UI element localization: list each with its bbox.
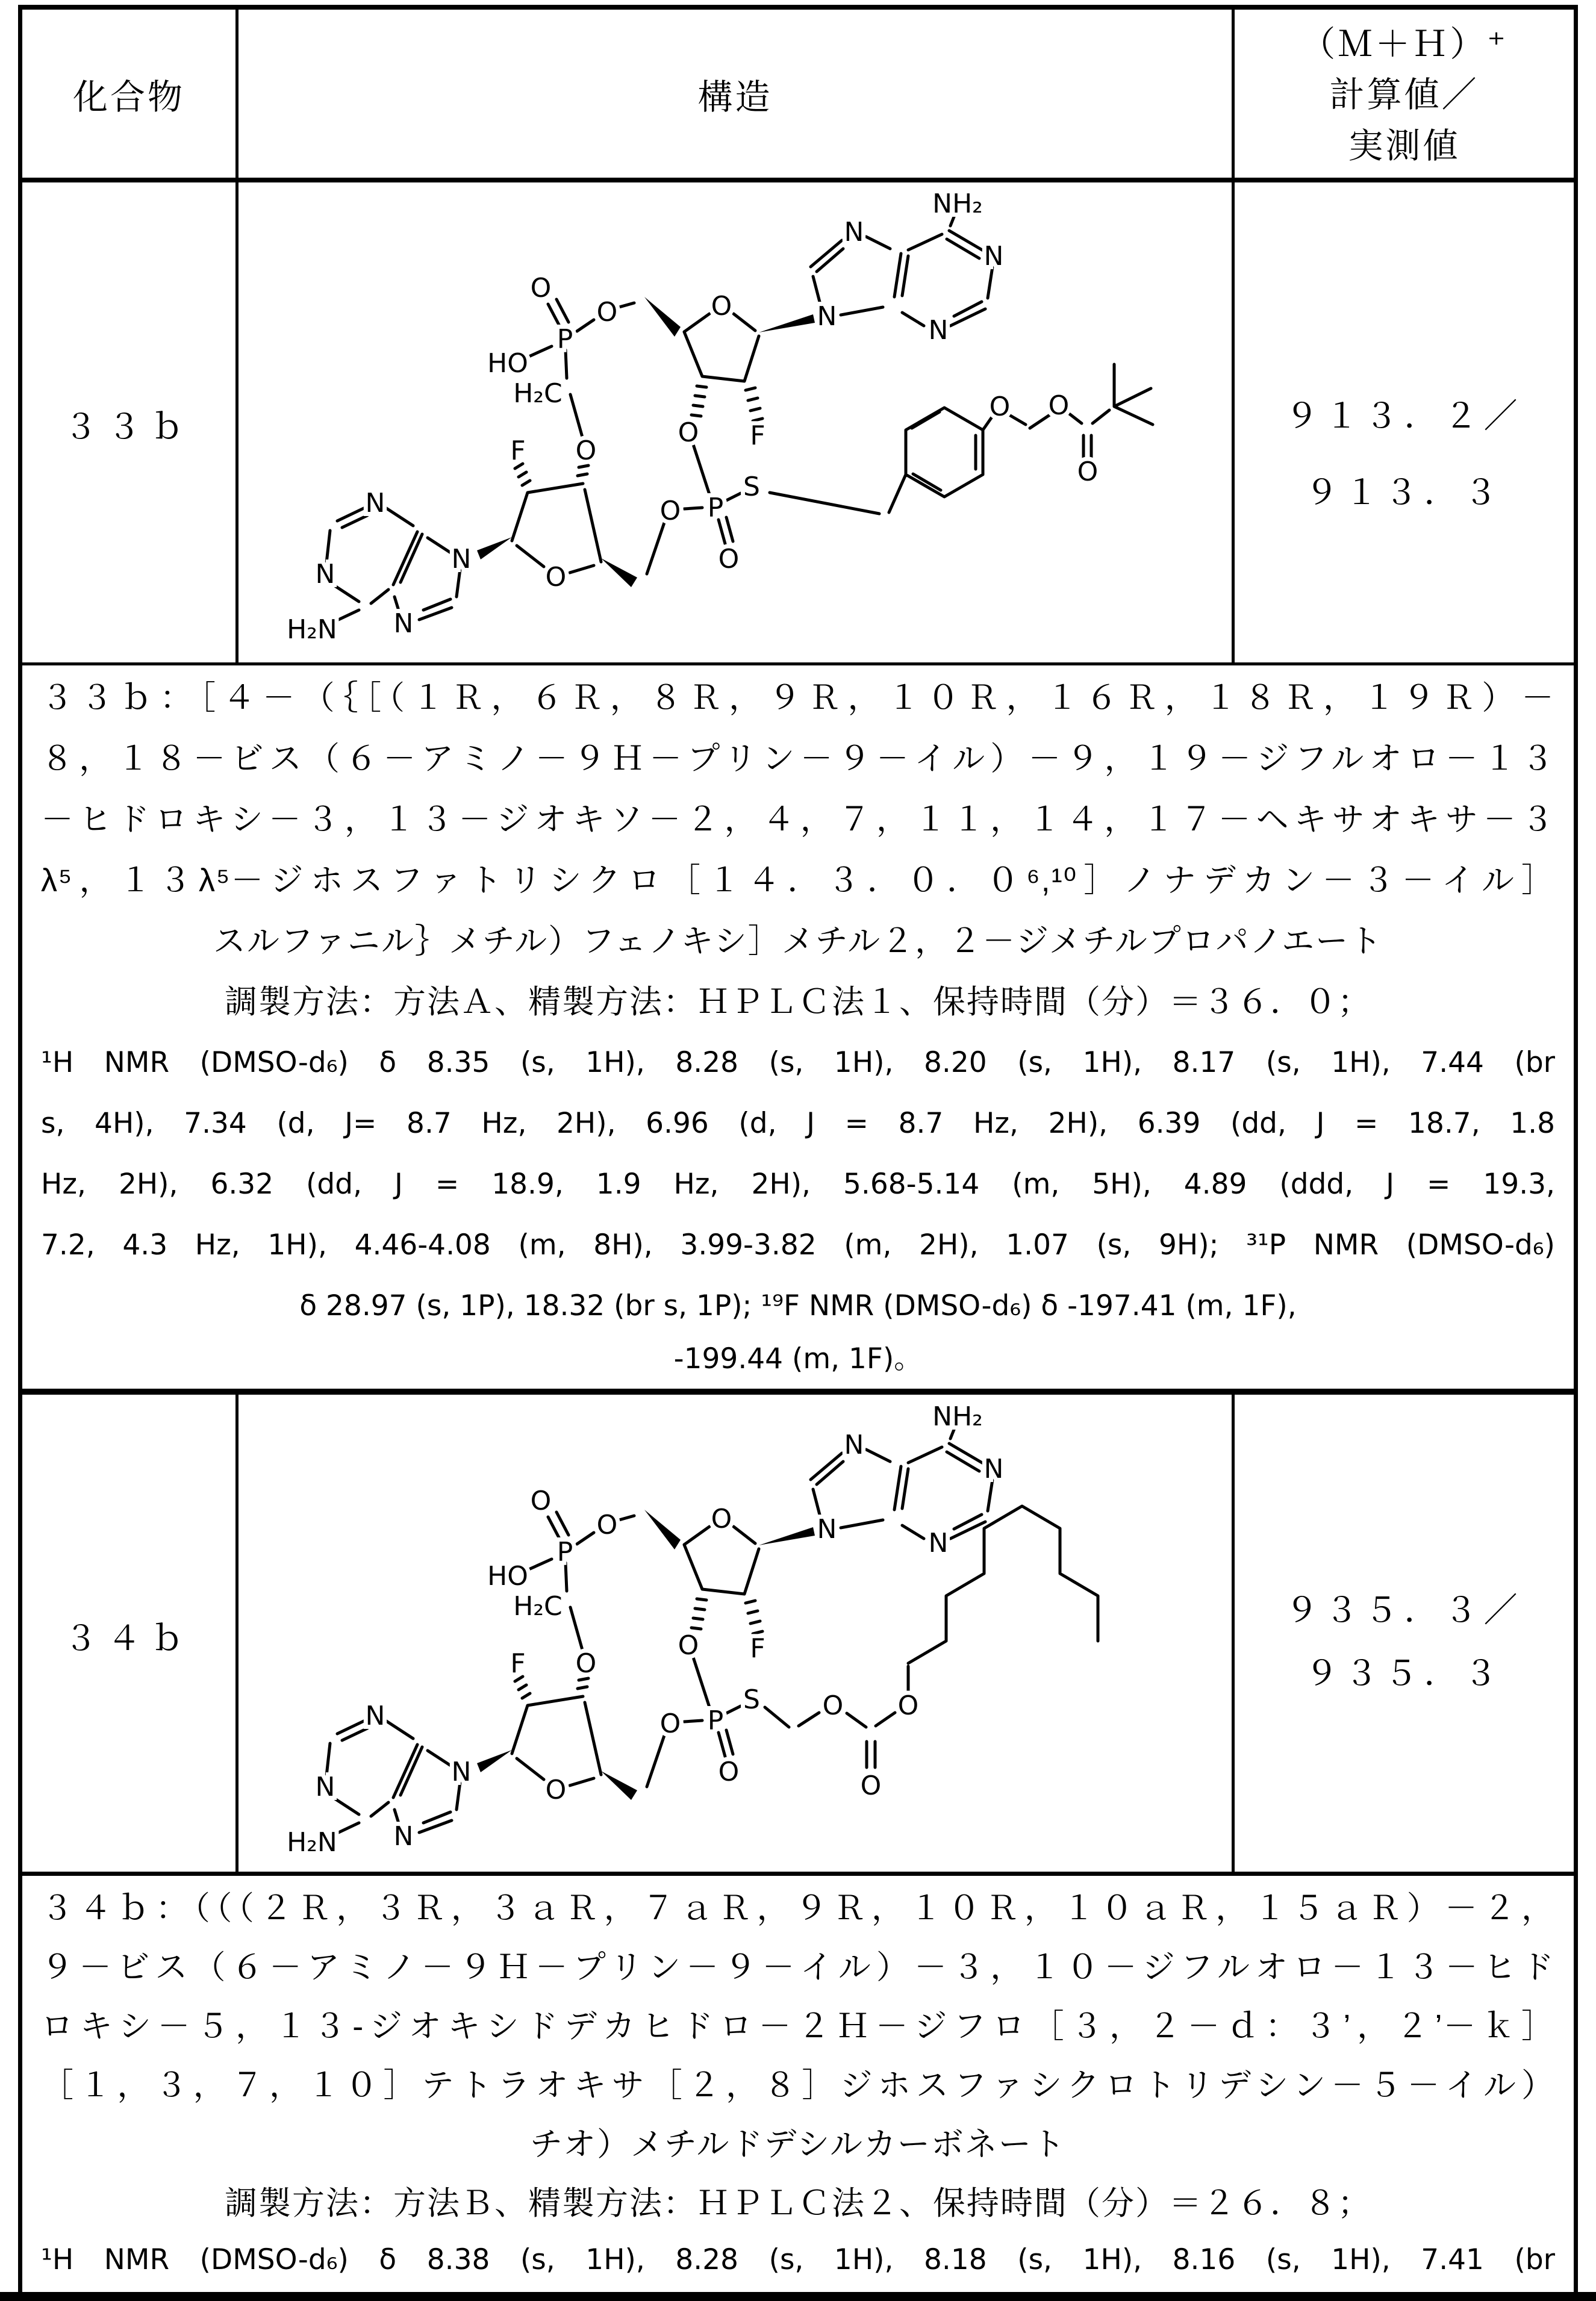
text-line: ¹H NMR (DMSO-d₆) δ 8.35 (s, 1H), 8.28 (s, 1H), 8.20 (s, 1H), 8.17 (s, 1H), 7.44 (br (41, 1046, 1555, 1079)
bond-lines (326, 214, 1153, 620)
atom-label: N (817, 301, 837, 332)
atom-label: S (743, 1684, 760, 1715)
text-line: ８，１８－ビス（６－アミノ－９Ｈ－プリン－９－イル）－９，１９－ジフルオロ－１３ (41, 741, 1555, 777)
atom-label: F (510, 435, 526, 466)
atom-label: S (743, 472, 760, 502)
atom-label: O (822, 1690, 844, 1721)
table-border-header-bottom (18, 178, 1578, 182)
mass-found-34b: ９３５．３ (1305, 1654, 1504, 1692)
atom-label: O (575, 1648, 597, 1679)
text-line: -199.44 (m, 1F)。 (673, 1342, 923, 1375)
text-line: ［１，３，７，１０］テトラオキサ［２，８］ジホスファシクロトリデシン－５－イル） (41, 2067, 1555, 2103)
header-mass-line2: 計算値／ (1329, 75, 1479, 114)
bond-lines (326, 1427, 1098, 1833)
atom-label: H₂N (287, 1827, 337, 1858)
table-divider-col1-b (235, 1395, 238, 1872)
text-line: ９－ビス（６－アミノ－９Ｈ－プリン－９－イル）－３，１０－ジフルオロ－１３－ヒド (41, 1949, 1555, 1985)
mass-calc-33b: ９１３．２／ (1285, 397, 1524, 435)
header-structure: 構造 (697, 77, 773, 117)
atom-label: O (711, 1504, 732, 1534)
atom-label: H₂C (513, 378, 563, 409)
atom-label: N (983, 241, 1004, 272)
atom-label: N (983, 1454, 1004, 1484)
text-line: 調製方法：方法Ｂ、精製方法：ＨＰＬＣ法２、保持時間（分）＝２６．８； (225, 2185, 1371, 2222)
atom-label: O (596, 297, 618, 328)
atom-label: N (451, 1757, 472, 1787)
atom-label: P (556, 1537, 573, 1568)
text-line: 7.2, 4.3 Hz, 1H), 4.46-4.08 (m, 8H), 3.99-3.82 (m, 2H), 1.07 (s, 9H); ³¹P NMR (DMSO-d₆) (41, 1228, 1555, 1262)
atom-label: P (556, 324, 573, 355)
atom-label: N (451, 544, 472, 574)
compound-id-34b: ３４ｂ (64, 1619, 194, 1657)
atom-label: N (365, 488, 385, 518)
table-border-left (18, 5, 22, 2299)
atom-label: O (897, 1690, 919, 1721)
atom-label: O (659, 1708, 681, 1739)
atom-label: O (596, 1510, 618, 1540)
atom-label: O (860, 1770, 882, 1801)
atom-label: NH₂ (932, 1401, 983, 1432)
table-border-top (18, 5, 1578, 10)
atom-label: N (315, 559, 335, 590)
table-border-right (1574, 5, 1578, 2299)
header-mass-line3: 実測値 (1348, 126, 1460, 166)
mass-found-33b: ９１３．３ (1305, 473, 1504, 511)
atom-label: H₂N (287, 614, 337, 645)
double-bond-lines (342, 1452, 982, 1823)
atom-label: HO (487, 1561, 528, 1592)
atom-label: H₂C (513, 1591, 563, 1622)
table-border-row3 (18, 1872, 1578, 1876)
table-border-bottom (0, 2292, 1596, 2301)
text-line: ロキシ－５，１３-ジオキシドデカヒドロ－２Ｈ－ジフロ［３，２－ｄ：３’，２’－ｋ］ (41, 2008, 1555, 2044)
atom-label: P (707, 1705, 724, 1736)
atom-label: F (510, 1648, 526, 1679)
atom-label: N (928, 1528, 949, 1558)
atom-label: F (750, 420, 765, 451)
table-border-row1 (18, 662, 1578, 665)
atom-label: N (844, 1430, 864, 1460)
text-line: チオ）メチルドデシルカーボネート (530, 2126, 1066, 2162)
atom-label: O (530, 273, 552, 304)
text-line: 調製方法：方法Ａ、精製方法：ＨＰＬＣ法１、保持時間（分）＝３６．０； (225, 984, 1371, 1020)
text-line: －ヒドロキシ－３，１３－ジオキソ－２，４，７，１１，１４，１７－ヘキサオキサ－３ (41, 802, 1555, 838)
atom-label: O (1048, 390, 1070, 421)
text-line: Hz, 2H), 6.32 (dd, J = 18.9, 1.9 Hz, 2H), 5.68-5.14 (m, 5H), 4.89 (ddd, J = 19.3, (41, 1168, 1555, 1201)
atom-label: N (393, 1821, 414, 1852)
atom-label: O (678, 417, 699, 448)
atom-label: O (530, 1486, 552, 1516)
structure-34b-drawing (240, 1395, 1232, 1870)
atom-label: O (575, 435, 597, 466)
atom-label: F (750, 1633, 765, 1664)
atom-label: N (817, 1514, 837, 1545)
header-compound: 化合物 (72, 77, 185, 117)
table-divider-col2-b (1232, 1395, 1235, 1872)
atom-label: O (545, 1775, 567, 1805)
atom-label: N (928, 315, 949, 346)
atom-label: O (1077, 456, 1099, 487)
text-line: ３３ｂ：［４－（｛［（１Ｒ，６Ｒ，８Ｒ，９Ｒ，１０Ｒ，１６Ｒ，１８Ｒ，１９Ｒ）－ (41, 680, 1555, 716)
atom-label: O (711, 291, 732, 322)
atom-label: N (844, 217, 864, 248)
atom-label: O (678, 1630, 699, 1661)
atom-label: N (393, 608, 414, 639)
atom-label: O (659, 496, 681, 526)
atom-label: O (718, 1757, 740, 1787)
text-line: ¹H NMR (DMSO-d₆) δ 8.38 (s, 1H), 8.28 (s, 1H), 8.18 (s, 1H), 8.16 (s, 1H), 7.41 (br (41, 2243, 1555, 2276)
text-line: ３４ｂ：（（（２Ｒ，３Ｒ，３ａＲ，７ａＲ，９Ｒ，１０Ｒ，１０ａＲ，１５ａＲ）－２， (41, 1890, 1555, 1926)
atom-label: N (365, 1701, 385, 1731)
text-line: λ⁵，１３λ⁵－ジホスファトリシクロ［１４．３．０．０⁶,¹⁰］ノナデカン－３－イル］ (41, 862, 1555, 898)
compound-id-33b: ３３ｂ (64, 408, 194, 446)
text-line: スルファニル｝メチル）フェノキシ］メチル２，２－ジメチルプロパノエート (213, 923, 1383, 959)
atom-label: P (707, 493, 724, 523)
atom-label: HO (487, 348, 528, 379)
atom-label: O (545, 562, 567, 593)
header-mass-line1: （Ｍ＋Ｈ）⁺ (1300, 25, 1508, 64)
atom-label: NH₂ (932, 188, 983, 219)
atom-label: O (989, 391, 1011, 422)
atom-label: N (315, 1772, 335, 1802)
mass-calc-34b: ９３５．３／ (1285, 1591, 1524, 1629)
text-line: δ 28.97 (s, 1P), 18.32 (br s, 1P); ¹⁹F NMR (DMSO-d₆) δ -197.41 (m, 1F), (299, 1289, 1297, 1322)
structure-33b-drawing (240, 182, 1232, 662)
atom-label: O (718, 544, 740, 574)
text-line: s, 4H), 7.34 (d, J= 8.7 Hz, 2H), 6.96 (d, J = 8.7 Hz, 2H), 6.39 (dd, J = 18.7, 1.8 (41, 1107, 1555, 1140)
